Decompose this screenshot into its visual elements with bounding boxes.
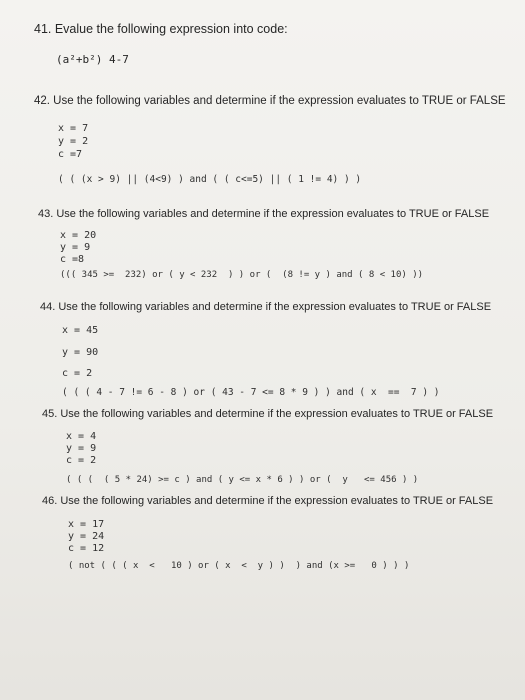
q42-var-x: x = 7 — [58, 123, 89, 134]
q42-var-c: c =7 — [58, 149, 83, 160]
q45-var-x: x = 4 — [66, 431, 97, 442]
q44-title: 44. Use the following variables and determine if the expression evaluates to TRUE or FALSE — [40, 301, 492, 313]
q45-var-c: c = 2 — [66, 455, 97, 466]
q43-var-x: x = 20 — [60, 230, 97, 241]
q43-var-y: y = 9 — [60, 242, 91, 253]
q41-title: 41. Evalue the following expression into code: — [34, 22, 288, 36]
q45-expression: ( ( ( ( 5 * 24) >= c ) and ( y <= x * 6 ) ) or ( y <= 456 ) ) — [66, 475, 419, 485]
q44-expression: ( ( ( 4 - 7 != 6 - 8 ) or ( 43 - 7 <= 8 * 9 ) ) and ( x == 7 ) ) — [62, 387, 440, 398]
q46-var-x: x = 17 — [68, 519, 105, 530]
q46-expression: ( not ( ( ( x < 10 ) or ( x < y ) ) ) and (x >= 0 ) ) ) — [68, 561, 410, 571]
q43-var-c: c =8 — [60, 254, 85, 265]
q42-expression: ( ( (x > 9) || (4<9) ) and ( ( c<=5) || ( 1 != 4) ) ) — [58, 174, 362, 185]
q46-title: 46. Use the following variables and determine if the expression evaluates to TRUE or FALSE — [42, 495, 494, 507]
q44-var-y: y = 90 — [62, 347, 99, 358]
q46-var-c: c = 12 — [68, 543, 105, 554]
q42-title: 42. Use the following variables and determine if the expression evaluates to TRUE or FALSE — [34, 95, 506, 107]
q45-title: 45. Use the following variables and determine if the expression evaluates to TRUE or FALSE — [42, 408, 494, 420]
q44-var-x: x = 45 — [62, 325, 99, 336]
q43-title: 43. Use the following variables and determine if the expression evaluates to TRUE or FALSE — [38, 208, 490, 220]
q41-expression: (a²+b²) 4-7 — [56, 53, 129, 66]
q42-var-y: y = 2 — [58, 136, 89, 147]
q45-var-y: y = 9 — [66, 443, 97, 454]
q43-expression: ((( 345 >= 232) or ( y < 232 ) ) or ( (8 != y ) and ( 8 < 10) )) — [60, 270, 424, 280]
q46-var-y: y = 24 — [68, 531, 105, 542]
q44-var-c: c = 2 — [62, 368, 93, 379]
